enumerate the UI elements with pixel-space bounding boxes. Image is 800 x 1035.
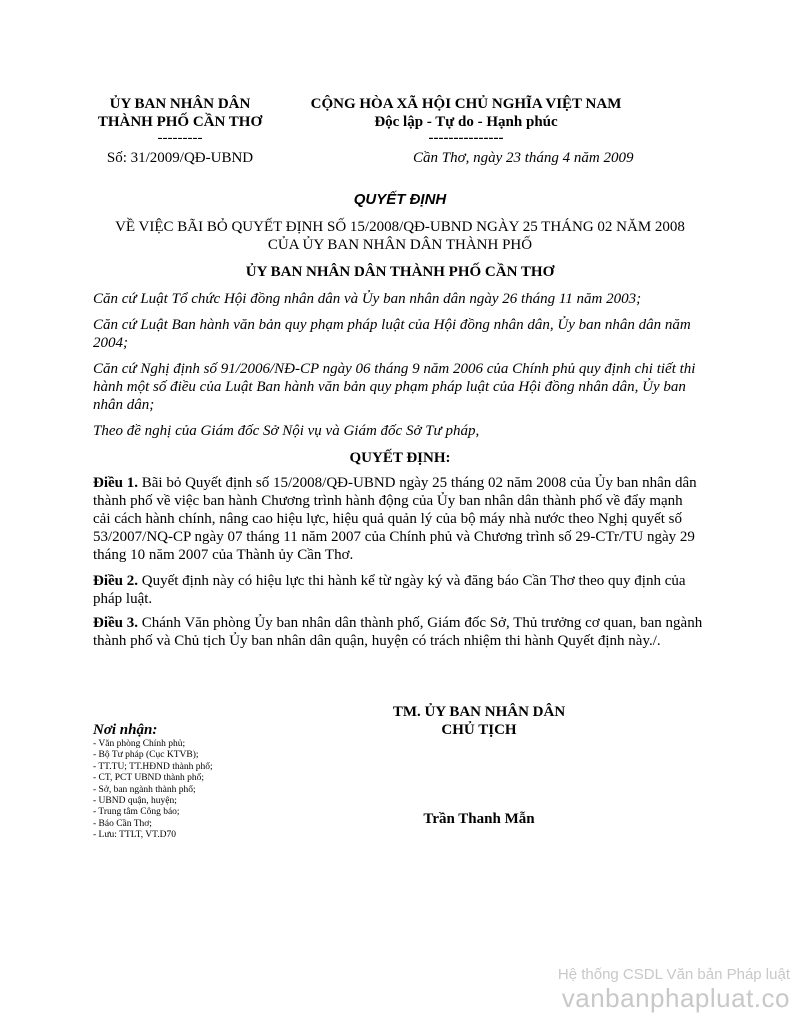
document-type: QUYẾT ĐỊNH <box>353 191 447 208</box>
nation-separator: --------------- <box>428 130 504 146</box>
issuing-organization <box>80 95 280 131</box>
signature-line2: CHỦ TỊCH <box>441 722 517 738</box>
subject-line2: CỦA ỦY BAN NHÂN DÂN THÀNH PHỐ <box>267 237 533 253</box>
article-3 <box>93 614 703 650</box>
list-item: - Lưu: TTLT, VT.D70 <box>93 830 176 841</box>
basis-2: Căn cứ Luật Ban hành văn bản quy phạm pháp luật của Hội đồng nhân dân, Ủy ban nhân dân năm 2004; <box>93 317 691 351</box>
article-3-label: Điều 3. <box>93 615 138 631</box>
national-title <box>286 95 646 131</box>
article-2-label: Điều 2. <box>93 573 138 589</box>
basis-3: Căn cứ Nghị định số 91/2006/NĐ-CP ngày 06 tháng 9 năm 2006 của Chính phủ quy định chi tiết thi hành một số điều của Luật Ban hành văn bản quy phạm pháp luật của Hội đồng nhân dân, Ủy ban nhân dân; <box>93 361 696 413</box>
article-1-label: Điều 1. <box>93 475 138 491</box>
watermark-site: vanbanphapluat.co <box>561 983 790 1013</box>
list-item: - Bộ Tư pháp (Cục KTVB); <box>93 750 199 761</box>
article-3-text: Chánh Văn phòng Ủy ban nhân dân thành phố, Giám đốc Sở, Thủ trưởng cơ quan, ban ngành thành phố và Chủ tịch Ủy ban nhân dân quận, huyện có trách nhiệm thi hành Quyết định này./. <box>93 615 703 649</box>
nation-name: CỘNG HÒA XÃ HỘI CHỦ NGHĨA VIỆT NAM <box>310 96 622 112</box>
org-name-line2: THÀNH PHỐ CẦN THƠ <box>97 114 263 130</box>
signature-block <box>364 703 594 739</box>
basis-4: Theo đề nghị của Giám đốc Sở Nội vụ và Giám đốc Sở Tư pháp, <box>93 423 480 439</box>
list-item: - Văn phòng Chính phủ; <box>93 739 186 749</box>
org-name-line1: ỦY BAN NHÂN DÂN <box>109 96 251 112</box>
article-1-text: Bãi bỏ Quyết định số 15/2008/QĐ-UBND ngày 25 tháng 02 năm 2008 của Ủy ban nhân dân thành phố về việc ban hành Chương trình hành động của Ủy ban nhân dân thành phố về đẩy mạnh cải cách hành chính, nâng cao hiệu lực, hiệu quả quản lý của bộ máy nhà nước theo Nghị quyết số 53/2007/NQ-CP ngày 07 tháng 11 năm 2007 của Chính phủ và Chương trình số 29-CTr/TU ngày 29 tháng 10 năm 2007 của Thành ủy Cần Thơ. <box>93 475 697 563</box>
org-separator: --------- <box>157 130 203 146</box>
list-item: - CT, PCT UBND thành phố; <box>93 773 205 784</box>
watermark-line1: Hệ thống CSDL Văn bản Pháp luật <box>557 966 790 983</box>
list-item: - Trung tâm Công báo; <box>93 807 180 818</box>
list-item: - TT.TU; TT.HĐND thành phố; <box>93 761 213 772</box>
list-item: - Sở, ban ngành thành phố; <box>93 784 196 795</box>
article-2 <box>93 572 703 608</box>
signer-name: Trần Thanh Mẫn <box>423 811 535 827</box>
document-subject <box>60 218 740 254</box>
document-number: Số: 31/2009/QĐ-UBND <box>106 150 254 166</box>
recipients-list <box>93 739 213 842</box>
list-item: - UBND quận, huyện; <box>93 796 177 807</box>
issuer-heading: ỦY BAN NHÂN DÂN THÀNH PHỐ CẦN THƠ <box>245 264 555 280</box>
nation-motto: Độc lập - Tự do - Hạnh phúc <box>374 114 558 130</box>
place-and-date: Cần Thơ, ngày 23 tháng 4 năm 2009 <box>413 150 634 166</box>
recipients-heading: Nơi nhận: <box>93 722 158 738</box>
article-2-text: Quyết định này có hiệu lực thi hành kể từ ngày ký và đăng báo Cần Thơ theo quy định của pháp luật. <box>93 573 686 607</box>
signature-line1: TM. ỦY BAN NHÂN DÂN <box>392 704 566 720</box>
subject-line1: VỀ VIỆC BÃI BỎ QUYẾT ĐỊNH SỐ 15/2008/QĐ-UBND NGÀY 25 THÁNG 02 NĂM 2008 <box>115 219 685 235</box>
article-1 <box>93 474 703 564</box>
decides-heading: QUYẾT ĐỊNH: <box>349 450 451 466</box>
basis-1: Căn cứ Luật Tổ chức Hội đồng nhân dân và Ủy ban nhân dân ngày 26 tháng 11 năm 2003; <box>93 291 642 307</box>
list-item: - Báo Cần Thơ; <box>93 818 152 829</box>
